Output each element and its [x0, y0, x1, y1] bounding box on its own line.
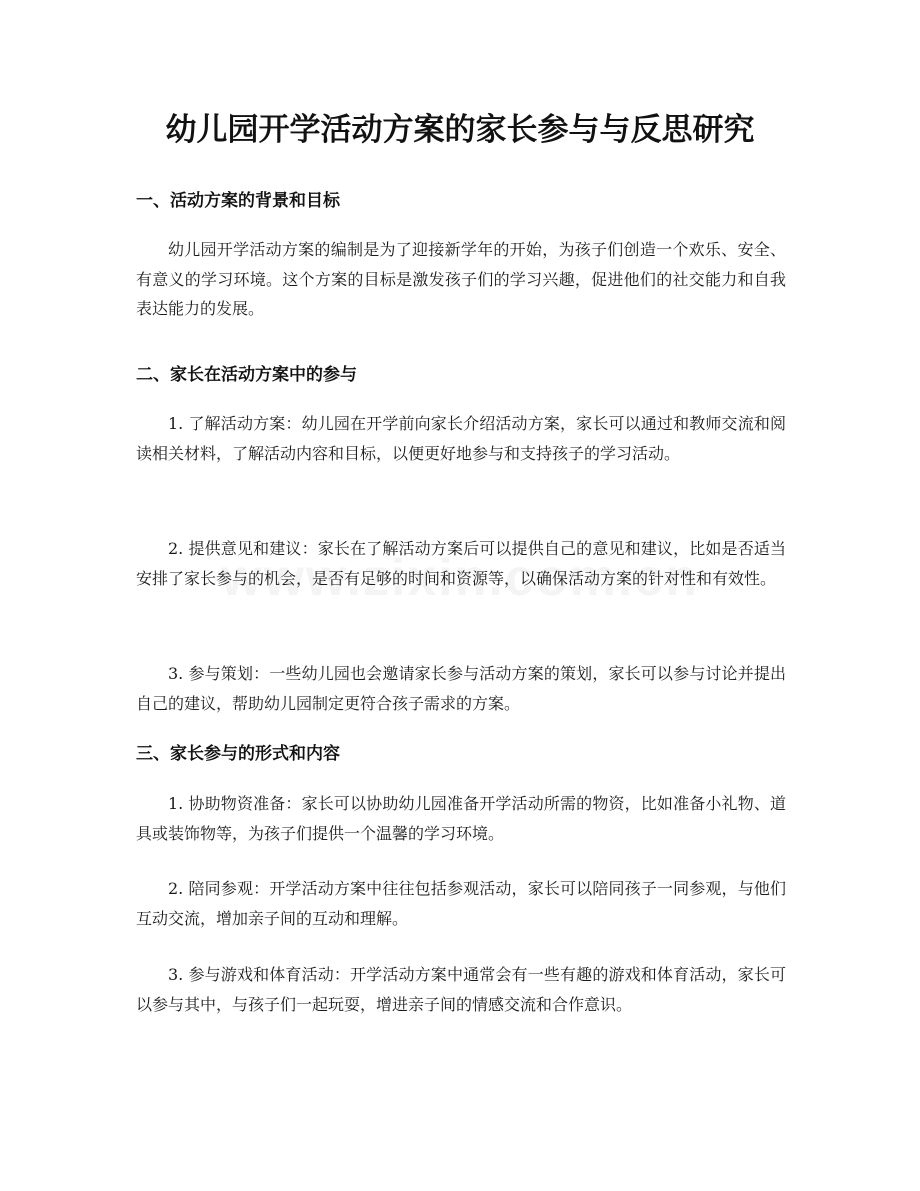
section-heading-3: 三、家长参与的形式和内容 — [136, 744, 340, 764]
section-3-paragraph-1: 1. 协助物资准备：家长可以协助幼儿园准备开学活动所需的物资，比如准备小礼物、道具或装饰物等，为孩子们提供一个温馨的学习环境。 — [136, 794, 786, 843]
section-1-paragraph-1: 幼儿园开学活动方案的编制是为了迎接新学年的开始，为孩子们创造一个欢乐、安全、有意义的学习环境。这个方案的目标是激发孩子们的学习兴趣，促进他们的社交能力和自我表达能力的发展。 — [136, 240, 786, 319]
section-2-paragraph-2: 2. 提供意见和建议：家长在了解活动方案后可以提供自己的意见和建议，比如是否适当安排了家长参与的机会，是否有足够的时间和资源等，以确保活动方案的针对性和有效性。 — [136, 539, 786, 588]
section-3-paragraph-3: 3. 参与游戏和体育活动：开学活动方案中通常会有一些有趣的游戏和体育活动，家长可以参与其中，与孩子们一起玩耍，增进亲子间的情感交流和合作意识。 — [136, 965, 786, 1014]
section-2-paragraph-3: 3. 参与策划：一些幼儿园也会邀请家长参与活动方案的策划，家长可以参与讨论并提出自己的建议，帮助幼儿园制定更符合孩子需求的方案。 — [136, 664, 786, 713]
section-3-paragraph-2: 2. 陪同参观：开学活动方案中往往包括参观活动，家长可以陪同孩子一同参观，与他们互动交流，增加亲子间的互动和理解。 — [136, 879, 786, 928]
document-title: 幼儿园开学活动方案的家长参与与反思研究 — [165, 112, 755, 148]
section-2-paragraph-1: 1. 了解活动方案：幼儿园在开学前向家长介绍活动方案，家长可以通过和教师交流和阅读相关材料，了解活动内容和目标，以便更好地参与和支持孩子的学习活动。 — [136, 414, 786, 463]
section-heading-1: 一、活动方案的背景和目标 — [136, 191, 340, 211]
section-heading-2: 二、家长在活动方案中的参与 — [136, 365, 357, 385]
